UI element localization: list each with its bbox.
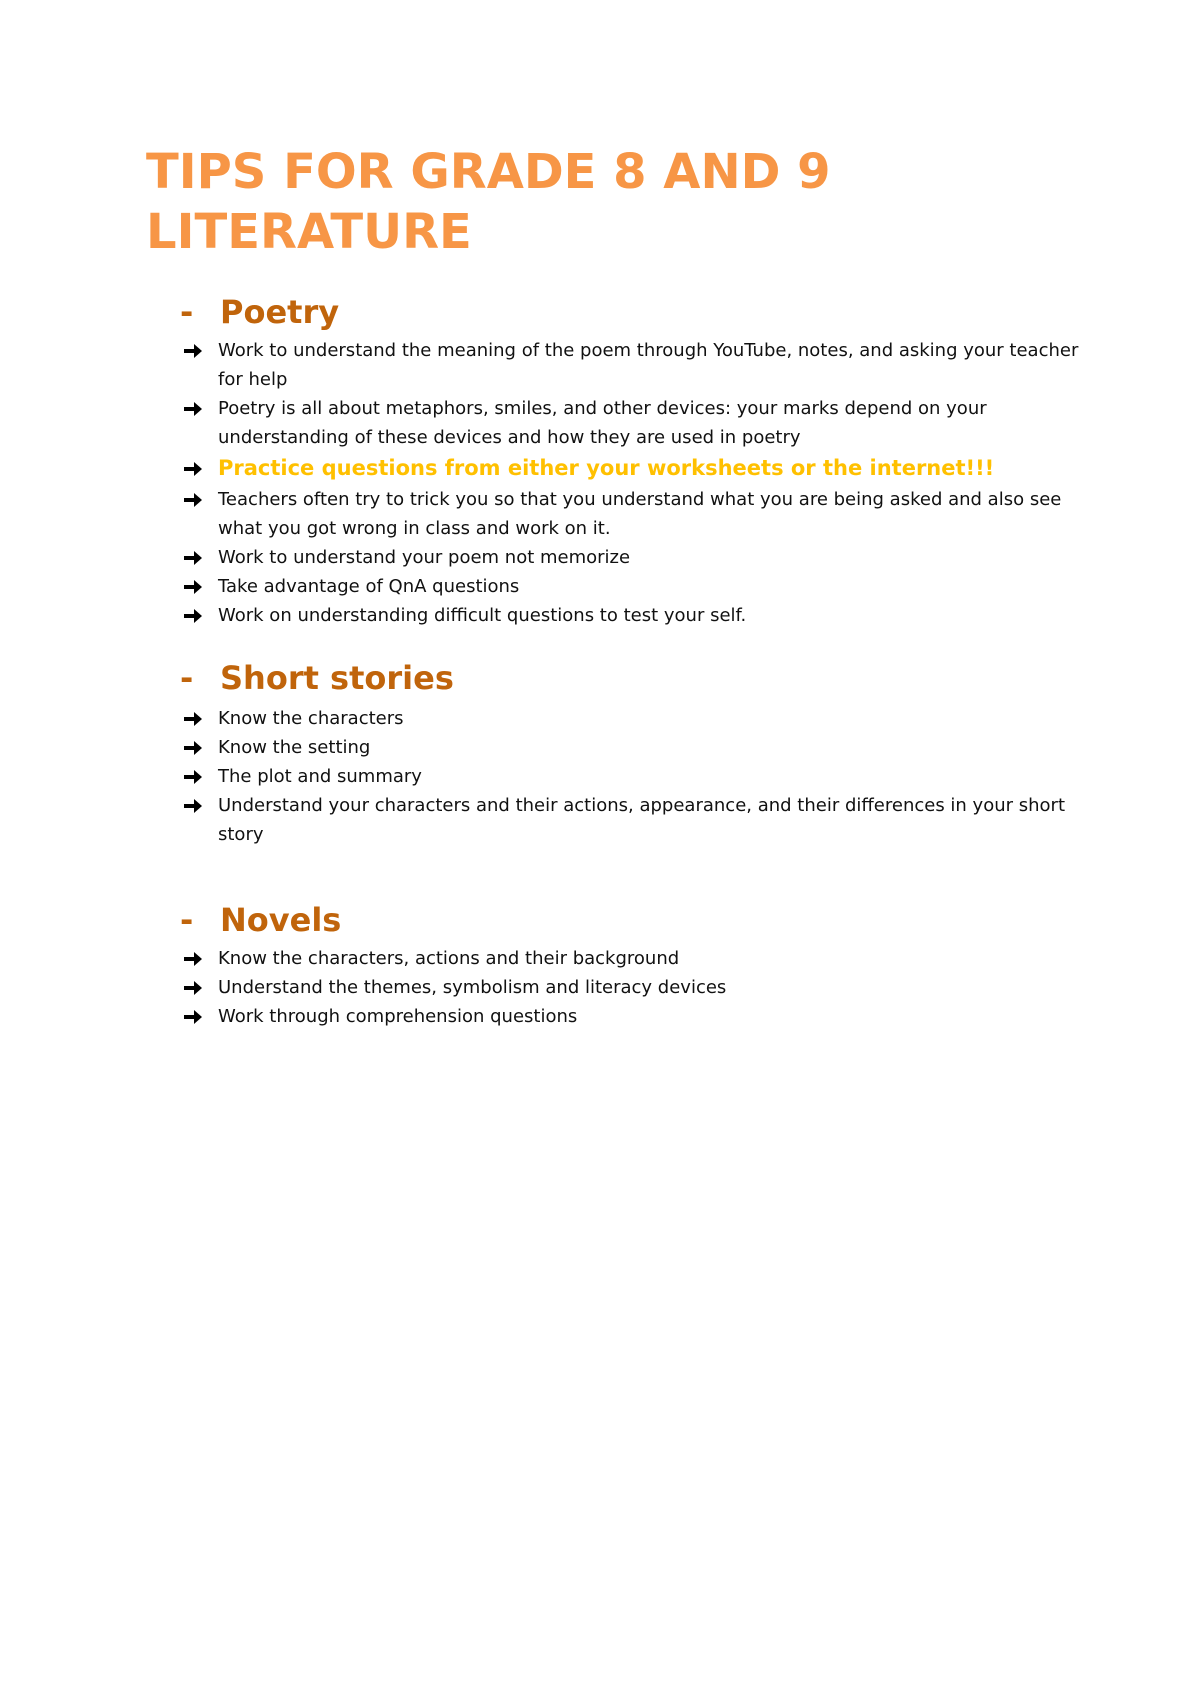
- section-heading-novels: [180, 898, 1080, 942]
- arrow-right-icon: [183, 740, 203, 756]
- list-item: Understand the themes, symbolism and literacy devices: [180, 973, 1080, 1002]
- bullet-list: [180, 704, 1080, 849]
- arrow-right-icon: [183, 798, 203, 814]
- list-item: Understand your characters and their actions, appearance, and their differences in your short story: [180, 791, 1080, 849]
- list-item: Work on understanding difficult questions to test your self.: [180, 601, 1080, 630]
- list-item: Work to understand your poem not memorize: [180, 543, 1080, 572]
- list-item: Teachers often try to trick you so that you understand what you are being asked and also see what you got wrong in class and work on it.: [180, 485, 1080, 543]
- arrow-right-icon: [183, 1009, 203, 1025]
- list-item: Know the characters, actions and their background: [180, 944, 1080, 973]
- list-item-highlight: Practice questions from either your worksheets or the internet!!!: [180, 452, 1080, 485]
- arrow-right-icon: [183, 769, 203, 785]
- bullet-list: [180, 336, 1080, 630]
- arrow-right-icon: [183, 980, 203, 996]
- bullet-list: [180, 944, 1080, 1031]
- arrow-right-icon: [183, 492, 203, 508]
- arrow-right-icon: [183, 711, 203, 727]
- arrow-right-icon: [183, 461, 203, 477]
- section-heading-short-stories: [180, 656, 1080, 700]
- arrow-right-icon: [183, 951, 203, 967]
- list-item: Work to understand the meaning of the poem through YouTube, notes, and asking your teacher for help: [180, 336, 1080, 394]
- arrow-right-icon: [183, 343, 203, 359]
- section-poetry: [180, 290, 1080, 630]
- list-item: Poetry is all about metaphors, smiles, and other devices: your marks depend on your understanding of these devices and how they are used in poetry: [180, 394, 1080, 452]
- arrow-right-icon: [183, 579, 203, 595]
- heading-label: Poetry: [220, 293, 340, 331]
- arrow-right-icon: [183, 401, 203, 417]
- list-item: Know the characters: [180, 704, 1080, 733]
- list-item: Take advantage of QnA questions: [180, 572, 1080, 601]
- arrow-right-icon: [183, 550, 203, 566]
- section-novels: [180, 898, 1080, 1031]
- heading-label: Short stories: [220, 659, 454, 697]
- document-title: TIPS FOR GRADE 8 AND 9 LITERATURE: [146, 144, 831, 260]
- list-item: Work through comprehension questions: [180, 1002, 1080, 1031]
- heading-dash: -: [180, 901, 194, 939]
- arrow-right-icon: [183, 608, 203, 624]
- section-short-stories: [180, 656, 1080, 849]
- list-item: The plot and summary: [180, 762, 1080, 791]
- heading-dash: -: [180, 293, 194, 331]
- heading-dash: -: [180, 659, 194, 697]
- section-heading-poetry: [180, 290, 1080, 334]
- heading-label: Novels: [220, 901, 342, 939]
- list-item: Know the setting: [180, 733, 1080, 762]
